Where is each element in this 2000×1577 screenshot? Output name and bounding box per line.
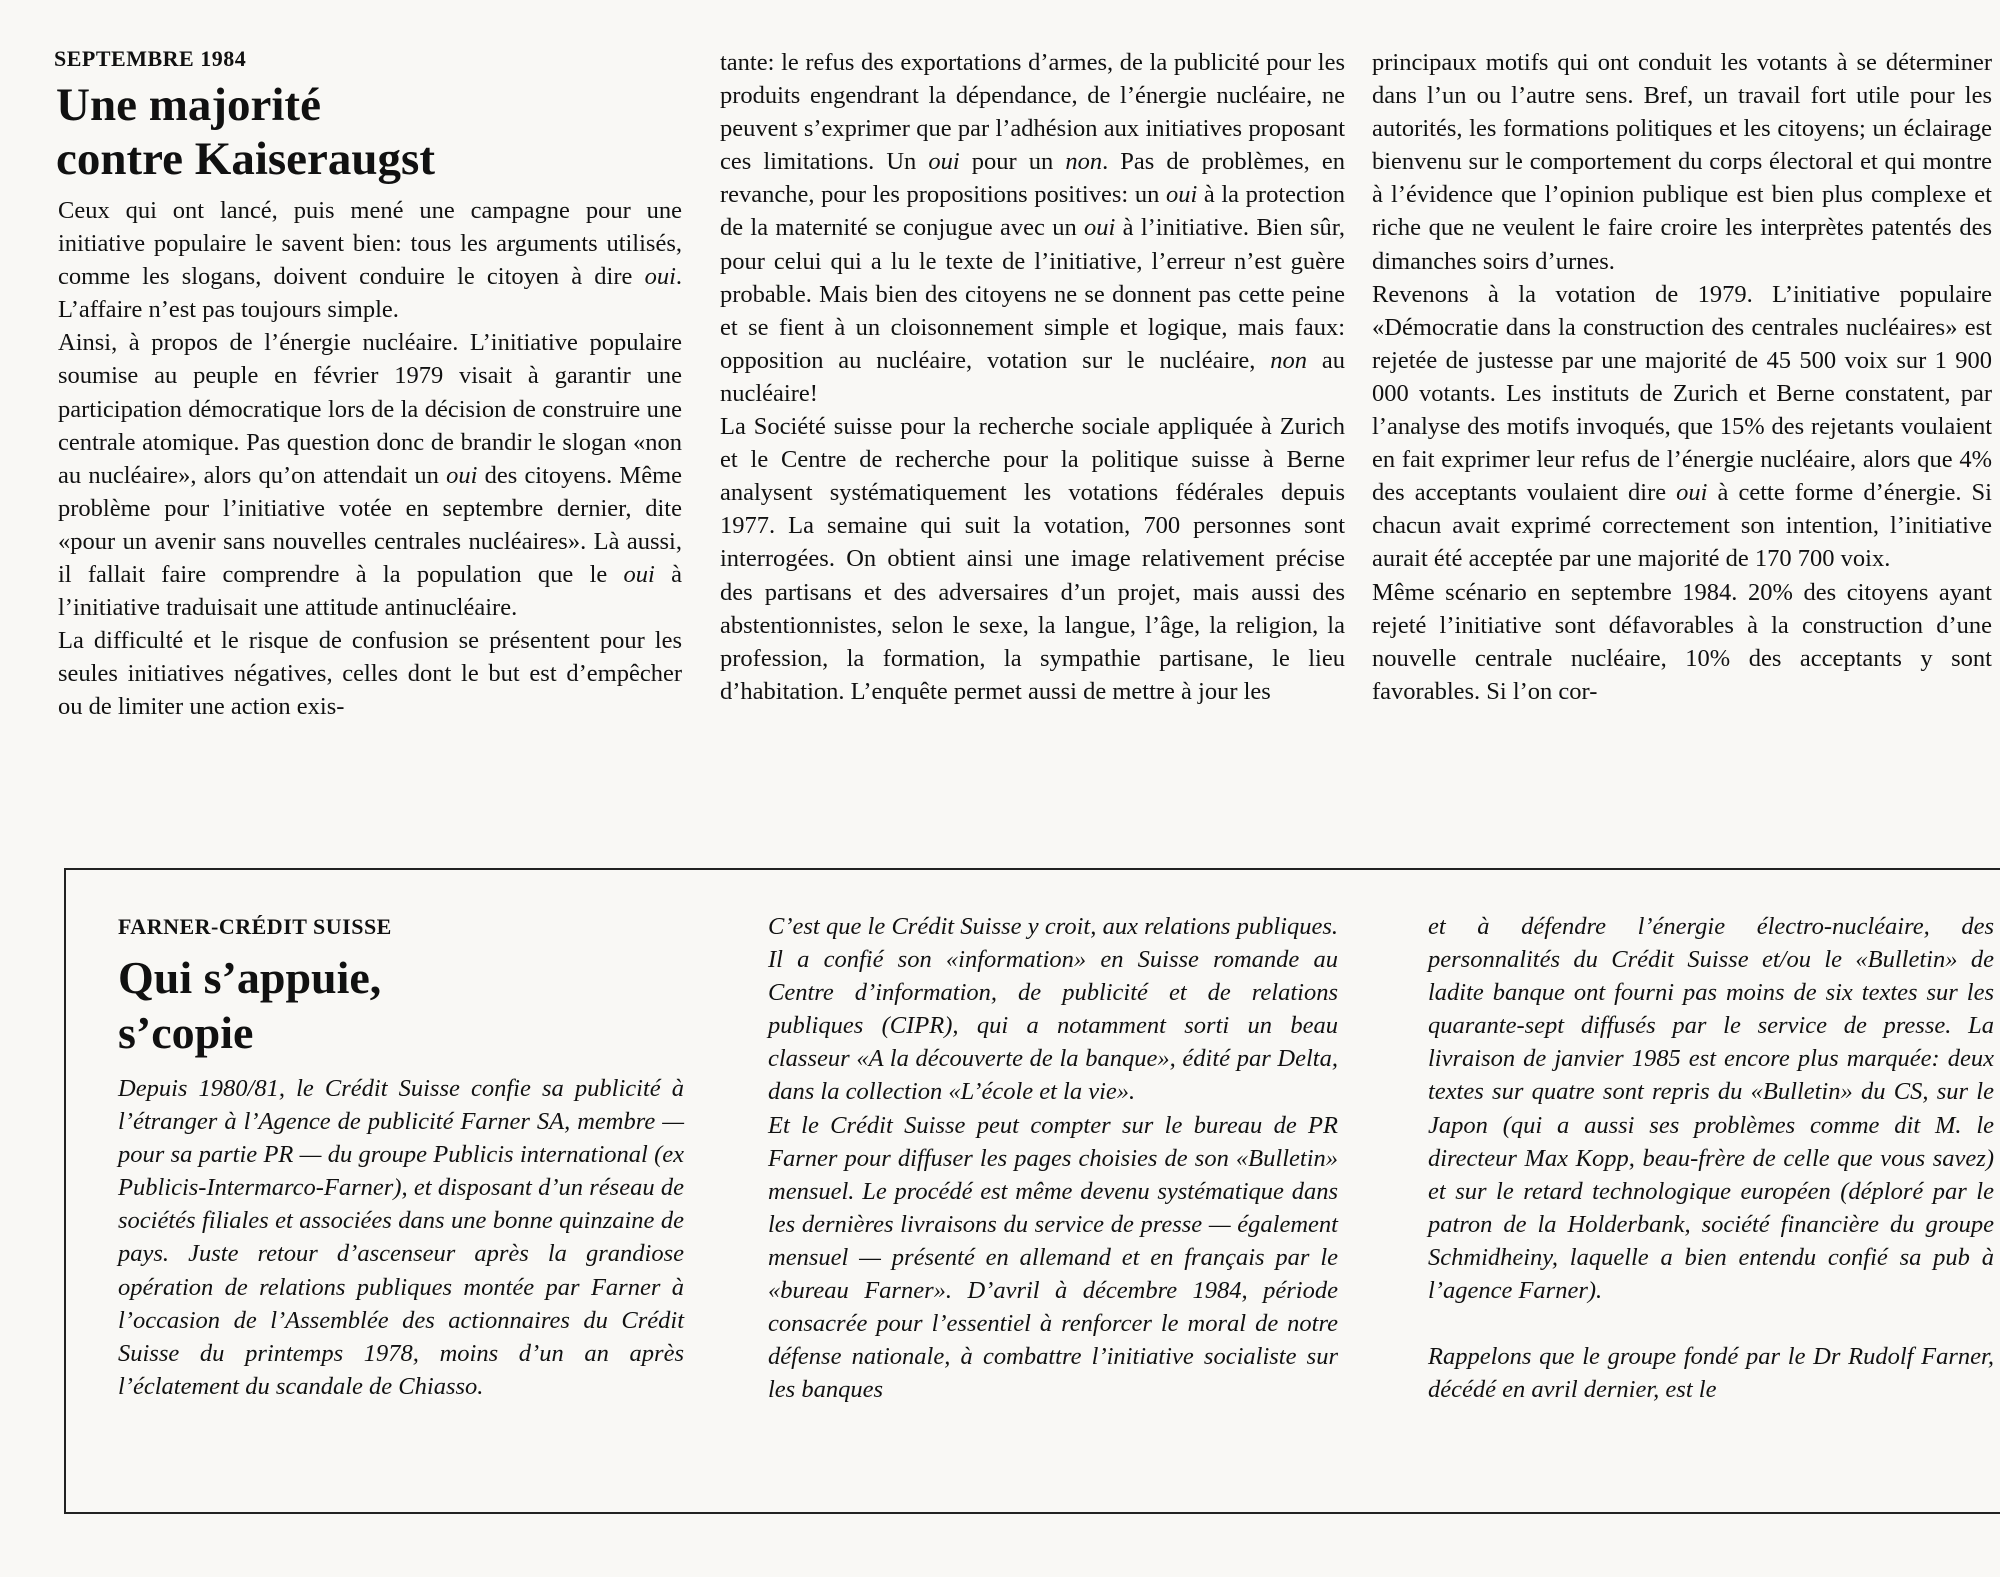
- paragraph: Rappelons que le groupe fondé par le Dr Rudolf Farner, décédé en avril dernier, est le: [1428, 1343, 1994, 1404]
- emphasis: oui: [446, 461, 478, 489]
- emphasis: oui: [1676, 479, 1708, 507]
- box-kicker: FARNER-CRÉDIT SUISSE: [118, 914, 392, 939]
- article-col1-body: [58, 194, 682, 724]
- box-col3-body: [1428, 910, 1994, 1406]
- paragraph: Ceux qui ont lancé, puis mené une campagne pour une initiative populaire le savent bien: tous les arguments utilisés, comme les slogans, doivent conduire le citoyen à dire oui. L’affaire n’est pas toujours simple.: [58, 197, 682, 324]
- paragraph: Ainsi, à propos de l’énergie nucléaire. L’initiative populaire soumise au peuple en février 1979 visait à garantir une participation démocratique lors de la décision de construire une centrale atomique. Pas question donc de brandir le slogan «non au nucléaire», alors qu’on attendait un oui des citoyens. Même problème pour l’initiative votée en septembre dernier, dite «pour un avenir sans nouvelles centrales nucléaires». Là aussi, il fallait faire comprendre à la population que le oui à l’initiative traduisait une attitude antinucléaire.: [58, 329, 682, 622]
- box-column-1: [118, 914, 684, 1403]
- paragraph: et à défendre l’énergie électro-nucléaire, des personnalités du Crédit Suisse et/ou le «Bulletin» de ladite banque ont fourni pas moins de six textes sur les quarante-sept diffusés par le service de presse. La livraison de janvier 1985 est encore plus marquée: deux textes sur quatre sont repris du «Bulletin» du CS, sur le Japon (qui a aussi ses problèmes comme dit M. le directeur Max Kopp, beau-frère de celle que vous savez) et sur le retard technologique européen (déploré par le patron de la Holderbank, société financière du groupe Schmidheiny, laquelle a bien entendu confié sa pub à l’agence Farner).: [1428, 913, 1994, 1305]
- article-kicker: SEPTEMBRE 1984: [54, 46, 247, 71]
- paragraph: La difficulté et le risque de confusion se présentent pour les seules initiatives négatives, celles dont le but est d’empêcher ou de limiter une action exis-: [58, 627, 682, 721]
- emphasis: non: [1065, 148, 1103, 176]
- article-col3-body: [1372, 46, 1992, 708]
- emphasis: oui: [1165, 181, 1198, 209]
- box-column-3: [1428, 910, 1994, 1406]
- box-headline: [118, 950, 684, 1060]
- paragraph: C’est que le Crédit Suisse y croit, aux relations publiques. Il a confié son «information» en Suisse romande au Centre d’information, de publicité et de relations publiques (CIPR), qui a notamment sorti un beau classeur «A la découverte de la banque», édité par Delta, dans la collection «L’école et la vie».: [768, 913, 1338, 1106]
- emphasis: oui: [644, 263, 676, 291]
- article-headline-line-1: Une majorité: [56, 79, 321, 131]
- article-col2-body: [720, 46, 1345, 708]
- article-column-3: [1372, 46, 1992, 708]
- paragraph: Revenons à la votation de 1979. L’initiative populaire «Démocratie dans la construction des centrales nucléaires» est rejetée de justesse par une majorité de 45 500 voix sur 1 900 000 votants. Les instituts de Zurich et Berne constatent, par l’analyse des motifs invoqués, que 15% des rejetants voulaient en fait exprimer leur refus de l’énergie nucléaire, alors que 4% des acceptants voulaient dire oui à cette forme d’énergie. Si chacun avait exprimé correctement son intention, l’initiative aurait été acceptée par une majorité de 170 700 voix.: [1372, 280, 1992, 573]
- article-column-1: [54, 46, 682, 724]
- article-headline: [56, 78, 682, 186]
- article-headline-line-2: contre Kaiseraugst: [56, 133, 435, 185]
- emphasis: non: [1270, 346, 1308, 374]
- paragraph: Depuis 1980/81, le Crédit Suisse confie sa publicité à l’étranger à l’Agence de publicité Farner SA, membre — pour sa partie PR — du groupe Publicis international (ex Publicis-Intermarco-Farner), et disposant d’un réseau de sociétés filiales et associées dans une bonne quinzaine de pays. Juste retour d’ascenseur après la grandiose opération de relations publiques montée par Farner à l’occasion de l’Assemblée des actionnaires du Crédit Suisse du printemps 1978, moins d’un an après l’éclatement du scandale de Chiasso.: [118, 1075, 684, 1400]
- box-col1-body: [118, 1072, 684, 1403]
- box-column-2: [768, 910, 1338, 1406]
- article-column-2: [720, 46, 1345, 708]
- paragraph: Même scénario en septembre 1984. 20% des citoyens ayant rejeté l’initiative sont défavorables à la construction d’une nouvelle centrale nucléaire, 10% des acceptants y sont favorables. Si l’on cor-: [1372, 578, 1992, 705]
- emphasis: oui: [1084, 214, 1116, 242]
- box-col2-body: [768, 910, 1338, 1406]
- emphasis: oui: [928, 148, 960, 176]
- paragraph: tante: le refus des exportations d’armes, de la publicité pour les produits engendrant la dépendance, de l’énergie nucléaire, ne peuvent s’exprimer que par l’adhésion aux initiatives proposant ces limitations. Un oui pour un non. Pas de problèmes, en revanche, pour les propositions positives: un oui à la protection de la maternité se conjugue avec un oui à l’initiative. Bien sûr, pour celui qui a lu le texte de l’initiative, l’erreur n’est guère probable. Mais bien des citoyens ne se donnent pas cette peine et se fient à un cloisonnement simple et logique, mais faux: opposition au nucléaire, votation sur le nucléaire, non au nucléaire!: [720, 49, 1345, 407]
- emphasis: oui: [623, 561, 655, 589]
- box-headline-line-2: s’copie: [118, 1007, 254, 1058]
- paragraph: principaux motifs qui ont conduit les votants à se déterminer dans l’un ou l’autre sens. Bref, un travail fort utile pour les autorités, les formations politiques et les citoyens; un éclairage bienvenu sur le comportement du corps électoral et qui montre à l’évidence que l’opinion publique est bien plus complexe et riche que ne veulent le faire croire les interprètes patentés des dimanches soirs d’urnes.: [1372, 49, 1992, 275]
- paragraph: Et le Crédit Suisse peut compter sur le bureau de PR Farner pour diffuser les pages choisies de son «Bulletin» mensuel. Le procédé est même devenu systématique dans les dernières livraisons du service de presse — également mensuel — présenté en allemand et en français par le «bureau Farner». D’avril à décembre 1984, période consacrée pour l’essentiel à renforcer le moral de notre défense nationale, à combattre l’initiative socialiste sur les banques: [768, 1111, 1338, 1404]
- box-headline-line-1: Qui s’appuie,: [118, 952, 382, 1003]
- paragraph: La Société suisse pour la recherche sociale appliquée à Zurich et le Centre de recherche pour la politique suisse à Berne analysent systématiquement les votations fédérales depuis 1977. La semaine qui suit la votation, 700 personnes sont interrogées. On obtient ainsi une image relativement précise des partisans et des adversaires d’un projet, mais aussi des abstentionnistes, selon le sexe, la langue, l’âge, la religion, la profession, la formation, la sympathie partisane, le lieu d’habitation. L’enquête permet aussi de mettre à jour les: [720, 413, 1345, 705]
